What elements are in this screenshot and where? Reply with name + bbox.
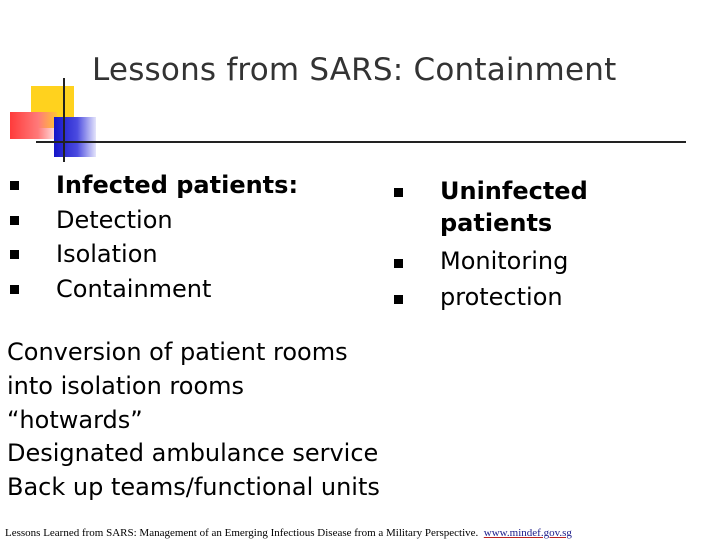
left-bullet-list: [56, 168, 298, 306]
bullet-square-icon: [10, 285, 19, 294]
list-item: [440, 243, 610, 279]
bullet-square-icon: [10, 250, 19, 259]
list-item-label: Infected patients:: [56, 171, 299, 199]
body-line: Conversion of patient rooms: [7, 338, 348, 366]
decorative-blue-square: [54, 117, 96, 157]
body-line: Designated ambulance service: [7, 439, 379, 468]
body-line: Back up teams/functional units: [7, 473, 380, 502]
body-text-block: [7, 336, 380, 505]
list-item: [56, 168, 298, 203]
body-line: into isolation rooms: [7, 371, 245, 400]
decorative-red-bar: [10, 112, 57, 139]
list-item: [56, 272, 298, 307]
list-item-label: Isolation: [56, 240, 158, 268]
bullet-square-icon: [394, 295, 403, 304]
list-item-label: Monitoring: [440, 247, 569, 275]
list-item-label: Detection: [56, 205, 173, 234]
title-underline: [36, 141, 686, 143]
footer-text: Lessons Learned from SARS: Management of an Emerging Infectious Disease from a Military Perspective.: [5, 527, 479, 539]
list-item-label: protection: [440, 283, 563, 311]
list-item-label: Containment: [56, 274, 212, 303]
bullet-square-icon: [10, 181, 19, 190]
list-item: [440, 279, 610, 315]
footer-citation: [5, 527, 572, 539]
list-item: [440, 175, 610, 239]
bullet-square-icon: [10, 216, 19, 225]
bullet-square-icon: [394, 259, 403, 268]
decorative-vertical-line: [63, 78, 65, 162]
slide-title: Lessons from SARS: Containment: [92, 52, 617, 88]
list-item: [56, 203, 298, 238]
body-line: “hotwards”: [7, 405, 143, 434]
footer-link[interactable]: www.mindef.gov.sg: [483, 527, 572, 539]
right-bullet-list: [440, 175, 610, 315]
list-item-label: Uninfected patients: [440, 177, 588, 237]
bullet-square-icon: [394, 188, 403, 197]
list-item: [56, 237, 298, 272]
